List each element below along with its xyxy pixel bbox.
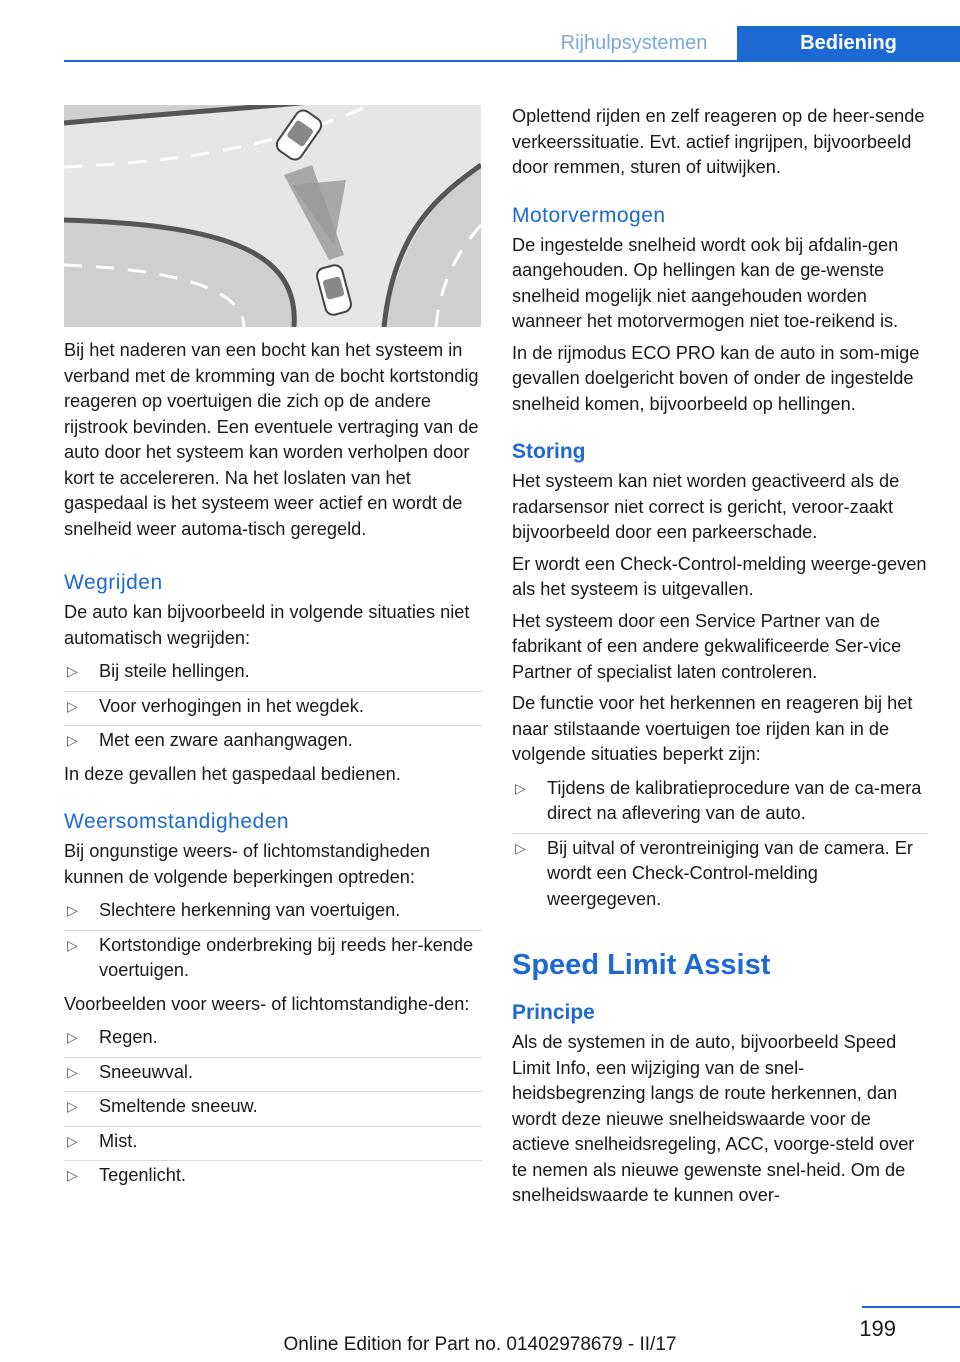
- left-column: [64, 338, 482, 1197]
- list-item: ▷ Tijdens de kalibratieprocedure van de ca‐mera direct na aflevering van de auto.: [512, 776, 927, 834]
- list-item: ▷ Sneeuwval.: [64, 1060, 482, 1093]
- curve-road-graphic: [64, 105, 481, 327]
- triangle-bullet-icon: ▷: [67, 1098, 78, 1114]
- list-item: ▷ Smeltende sneeuw.: [64, 1094, 482, 1127]
- motor-paragraph-2: In de rijmodus ECO PRO kan de auto in som‐mige gevallen doelgericht boven of onder de ingestelde snelheid komen, bijvoorbeeld op hellingen.: [512, 342, 920, 414]
- triangle-bullet-icon: ▷: [67, 1029, 78, 1045]
- storing-list: [512, 776, 927, 919]
- storing-paragraph-4: De functie voor het herkennen en reageren bij het naar stilstaande voertuigen toe rijden kan in de volgende situaties beperkt zijn:: [512, 693, 913, 764]
- weers-text: Bij ongunstige weers- of lichtomstandigheden kunnen de volgende beperkingen optreden:: [64, 841, 430, 887]
- section-title-weersomstandigheden: Weersomstandigheden: [64, 810, 290, 833]
- right-intro: Oplettend rijden en zelf reageren op de heer‐sende verkeerssituatie. Evt. actief ingrijpen, bijvoorbeeld door remmen, sturen of uitwijken.: [512, 106, 925, 177]
- list-item: ▷ Met een zware aanhangwagen.: [64, 728, 482, 760]
- list-item: ▷ Bij uitval of verontreiniging van de camera. Er wordt een Check-Control-melding weergegeven.: [515, 837, 913, 909]
- motor-paragraph-1: De ingestelde snelheid wordt ook bij afdalin‐gen aangehouden. Op hellingen kan de ge‐wenste snelheid mogelijk niet aangehouden worden wanneer het motorvermogen niet toe‐reikend is.: [512, 234, 899, 331]
- triangle-bullet-icon: ▷: [515, 779, 526, 796]
- principe-paragraph: Als de systemen in de auto, bijvoorbeeld Speed Limit Info, een wijziging van de snel‐heidsbegrenzing langs de route herkennen, dan wordt deze nieuwe snelheidswaarde voor de actieve snelheidsregeling, ACC, voorge‐steld over te nemen als nieuwe gewenste snel‐heid. Om de snelheidswaarde te kunnen over‐: [512, 1032, 915, 1205]
- storing-paragraph-2: Er wordt een Check-Control-melding weerge‐geven als het systeem is uitgevallen.: [512, 553, 927, 599]
- page-number: 199: [859, 1316, 896, 1341]
- triangle-bullet-icon: ▷: [67, 663, 78, 679]
- wegrijden-list: [64, 659, 482, 760]
- triangle-bullet-icon: ▷: [67, 697, 78, 714]
- list-item: ▷ Regen.: [64, 1025, 482, 1058]
- right-column: [512, 104, 927, 1215]
- section-title-storing: Storing: [512, 440, 586, 463]
- voorbeelden-text: Voorbeelden voor weers- of lichtomstandighe‐den:: [64, 993, 470, 1014]
- triangle-bullet-icon: ▷: [67, 732, 78, 748]
- list-item: ▷ Slechtere herkenning van voertuigen.: [64, 898, 482, 931]
- voorbeelden-list: [64, 1025, 482, 1195]
- wegrijden-after: In deze gevallen het gaspedaal bedienen.: [64, 763, 401, 784]
- triangle-bullet-icon: ▷: [67, 1132, 78, 1149]
- curve-illustration: [64, 105, 481, 327]
- triangle-bullet-icon: ▷: [67, 1063, 78, 1080]
- list-item: ▷ Bij steile hellingen.: [64, 659, 482, 692]
- section-title-wegrijden: Wegrijden: [64, 571, 163, 594]
- triangle-bullet-icon: ▷: [67, 902, 78, 918]
- section-title-speed-limit-assist: Speed Limit Assist: [512, 949, 771, 981]
- page-number-rule: [862, 1306, 960, 1308]
- list-item: ▷ Voor verhogingen in het wegdek.: [64, 694, 482, 727]
- triangle-bullet-icon: ▷: [67, 936, 78, 953]
- list-item: ▷ Mist.: [64, 1129, 482, 1162]
- wegrijden-text: De auto kan bijvoorbeeld in volgende situaties niet automatisch wegrijden:: [64, 602, 470, 648]
- triangle-bullet-icon: ▷: [67, 1167, 78, 1183]
- section-title-principe: Principe: [512, 1001, 595, 1024]
- intro-paragraph: Bij het naderen van een bocht kan het systeem in verband met de kromming van de bocht kortstondig reageren op voertuigen die zich op de andere rijstrook bevinden. Een eventuele vertraging van de auto door het systeem kan worden verholpen door kort te accelereren. Na het loslaten van het gaspedaal is het systeem weer actief en wordt de snelheid weer automa‐tisch geregeld.: [64, 340, 479, 539]
- weers-list: [64, 898, 482, 990]
- header-active-tab: Bediening: [737, 26, 960, 60]
- list-item: ▷ Tegenlicht.: [64, 1163, 482, 1195]
- storing-paragraph-3: Het systeem door een Service Partner van de fabrikant of een andere gekwalificeerde Ser‐vice Partner of specialist laten controleren.: [512, 610, 902, 682]
- header-section-tab: Rijhulpsystemen: [560, 32, 708, 54]
- footer-edition: Online Edition for Part no. 01402978679 - II/17: [283, 1334, 677, 1355]
- storing-paragraph-1: Het systeem kan niet worden geactiveerd als de radarsensor niet correct is gericht, veroor‐zaakt bijvoorbeeld door een parkeerschade.: [512, 471, 900, 542]
- triangle-bullet-icon: ▷: [515, 839, 526, 856]
- section-title-motorvermogen: Motorvermogen: [512, 203, 666, 227]
- header-rule: [64, 60, 960, 62]
- list-item: ▷ Kortstondige onderbreking bij reeds her‐kende voertuigen.: [67, 934, 474, 980]
